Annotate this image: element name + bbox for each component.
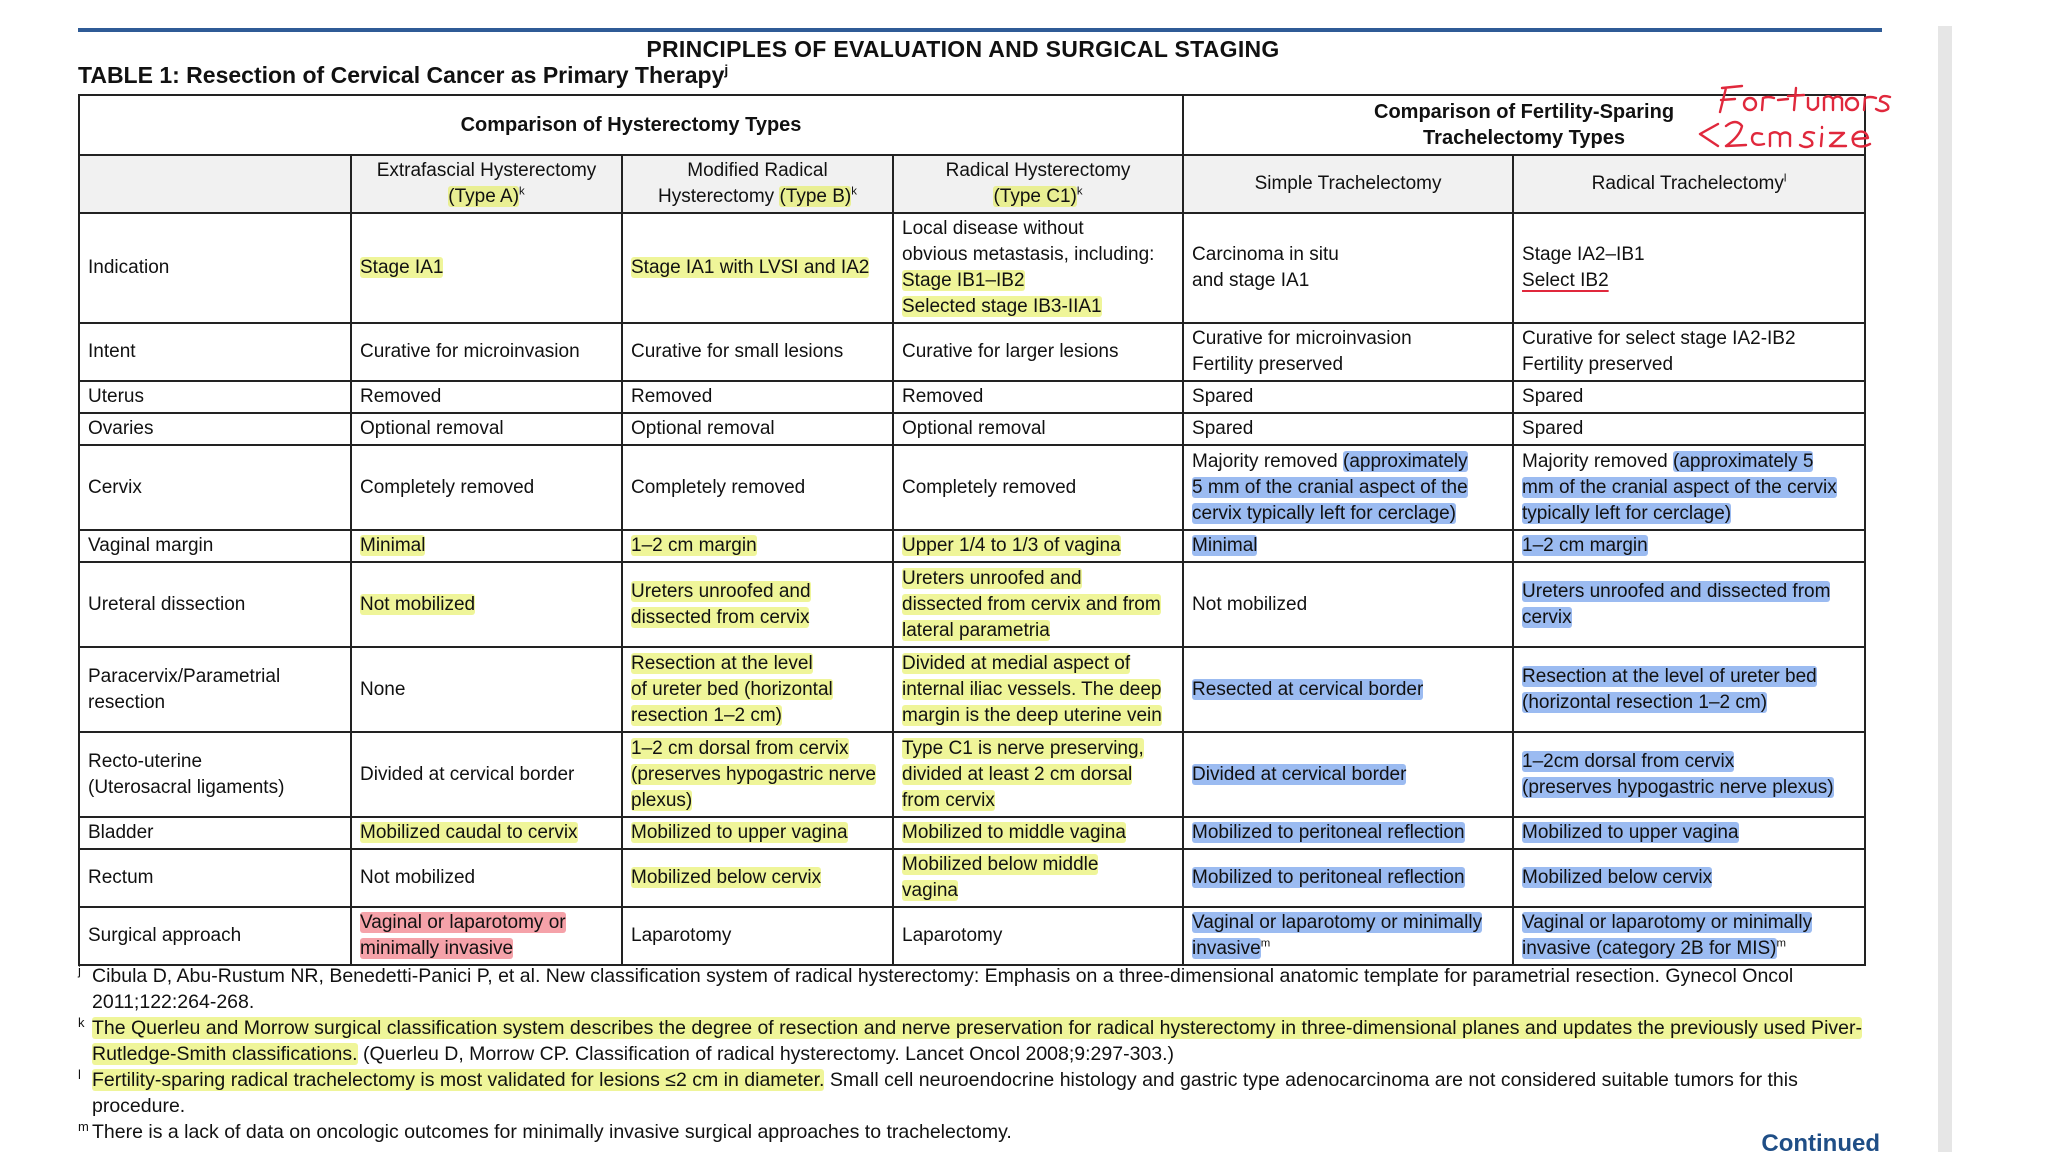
row-label: Uterus	[79, 381, 351, 413]
table-cell: Vaginal or laparotomy or minimally invasive	[351, 907, 622, 965]
table-row	[79, 323, 1865, 381]
table-cell: Vaginal or laparotomy or minimally invasive (category 2B for MIS)$^m$	[1513, 907, 1865, 965]
table-row	[79, 381, 1865, 413]
table-cell: Curative for microinvasion	[351, 323, 622, 381]
table-cell: Stage IA1	[351, 213, 622, 323]
row-label: Ureteral dissection	[79, 562, 351, 647]
footnote-j: j Cibula D, Abu-Rustum NR, Benedetti-Panici P, et al. New classification system of radical hysterectomy: Emphasis on a three-dimensional anatomic template for parametrial resection. Gynecol Oncol 2011;122:264-268.	[78, 963, 1794, 1013]
table-cell: Optional removal	[351, 413, 622, 445]
row-label: Intent	[79, 323, 351, 381]
table-cell: Majority removed (approximately 5 mm of the cranial aspect of the cervix typically left for cerclage)	[1183, 445, 1513, 530]
scrollbar[interactable]	[1938, 26, 1952, 1152]
table-cell: Majority removed (approximately 5 mm of the cranial aspect of the cervix typically left for cerclage)	[1513, 445, 1865, 530]
column-header-radical-trachelectomy: Radical Trachelectomy$^l$	[1513, 155, 1865, 213]
table-row	[79, 445, 1865, 530]
table-cell: Curative for larger lesions	[893, 323, 1183, 381]
table-cell: Removed	[351, 381, 622, 413]
row-label: Ovaries	[79, 413, 351, 445]
table-cell: 1–2 cm margin	[1513, 530, 1865, 562]
group-header-trachelectomy: Comparison of Fertility-Sparing Trachelectomy Types	[1183, 95, 1865, 155]
table-cell: Type C1 is nerve preserving, divided at least 2 cm dorsal from cervix	[893, 732, 1183, 817]
table-row	[79, 562, 1865, 647]
table-cell: Spared	[1513, 413, 1865, 445]
table-cell: Completely removed	[622, 445, 893, 530]
table-cell: Mobilized to peritoneal reflection	[1183, 849, 1513, 907]
row-label: Cervix	[79, 445, 351, 530]
table-cell: Divided at cervical border	[351, 732, 622, 817]
table-cell: Mobilized below middle vagina	[893, 849, 1183, 907]
table-column-header-row	[79, 155, 1865, 213]
table-cell: Vaginal or laparotomy or minimally invasive$^m$	[1183, 907, 1513, 965]
table-cell: Minimal	[1183, 530, 1513, 562]
table-cell: Not mobilized	[1183, 562, 1513, 647]
title-rule	[78, 28, 1882, 32]
table-cell: Resection at the level of ureter bed (horizontal resection 1–2 cm)	[1513, 647, 1865, 732]
table-cell: 1–2 cm margin	[622, 530, 893, 562]
table-cell: Spared	[1183, 381, 1513, 413]
table-row	[79, 849, 1865, 907]
table-cell: Not mobilized	[351, 562, 622, 647]
table-cell: Mobilized below cervix	[622, 849, 893, 907]
column-header-type-b: Modified Radical Hysterectomy (Type B)$^k$	[622, 155, 893, 213]
table-cell: Optional removal	[622, 413, 893, 445]
table-cell: Not mobilized	[351, 849, 622, 907]
column-header-simple-trachelectomy: Simple Trachelectomy	[1183, 155, 1513, 213]
footnote-k: k The Querleu and Morrow surgical classification system describes the degree of resection and nerve preservation for radical hysterectomy in three-dimensional planes and updates the previously used Piver-Rutledge-Smith classifications. (Querleu D, Morrow CP. Classification of radical hysterectomy. Lancet Oncol 2008;9:297-303.)	[78, 1015, 1862, 1065]
table-cell: Mobilized below cervix	[1513, 849, 1865, 907]
table-cell: Mobilized caudal to cervix	[351, 817, 622, 849]
table-row	[79, 732, 1865, 817]
table-cell: Laparotomy	[893, 907, 1183, 965]
table-cell: Completely removed	[351, 445, 622, 530]
table-row	[79, 907, 1865, 965]
table-cell: Removed	[622, 381, 893, 413]
resection-table	[78, 94, 1866, 966]
footnote-l: l Fertility-sparing radical trachelectomy is most validated for lesions ≤2 cm in diameter. Small cell neuroendocrine histology and gastric type adenocarcinoma are not considered suitable tumors for this procedure.	[78, 1067, 1798, 1117]
table-group-header-row	[79, 95, 1865, 155]
table-cell: Divided at cervical border	[1183, 732, 1513, 817]
table-cell: Resected at cervical border	[1183, 647, 1513, 732]
table-title: TABLE 1: Resection of Cervical Cancer as Primary Therapy$^j$	[78, 62, 729, 88]
row-label: Bladder	[79, 817, 351, 849]
table-cell: Curative for microinvasion Fertility preserved	[1183, 323, 1513, 381]
row-label: Indication	[79, 213, 351, 323]
group-header-hysterectomy: Comparison of Hysterectomy Types	[79, 95, 1183, 155]
table-cell: Spared	[1513, 381, 1865, 413]
column-header-type-a: Extrafascial Hysterectomy (Type A)$^k$	[351, 155, 622, 213]
table-cell: Completely removed	[893, 445, 1183, 530]
table-cell: 1–2 cm dorsal from cervix (preserves hypogastric nerve plexus)	[622, 732, 893, 817]
table-cell: 1–2cm dorsal from cervix (preserves hypogastric nerve plexus)	[1513, 732, 1865, 817]
table-cell: Carcinoma in situ and stage IA1	[1183, 213, 1513, 323]
table-cell: Mobilized to upper vagina	[1513, 817, 1865, 849]
row-label: Paracervix/Parametrial resection	[79, 647, 351, 732]
row-label: Surgical approach	[79, 907, 351, 965]
row-label: Rectum	[79, 849, 351, 907]
table-cell: Stage IA1 with LVSI and IA2	[622, 213, 893, 323]
table-row	[79, 530, 1865, 562]
footnote-m: m There is a lack of data on oncologic outcomes for minimally invasive surgical approaches to trachelectomy.	[78, 1119, 1012, 1143]
column-header-type-c1: Radical Hysterectomy (Type C1)$^k$	[893, 155, 1183, 213]
row-label: Vaginal margin	[79, 530, 351, 562]
table-row	[79, 413, 1865, 445]
table-cell: Divided at medial aspect of internal iliac vessels. The deep margin is the deep uterine vein	[893, 647, 1183, 732]
table-cell: Mobilized to peritoneal reflection	[1183, 817, 1513, 849]
table-row	[79, 647, 1865, 732]
row-label: Recto-uterine (Uterosacral ligaments)	[79, 732, 351, 817]
table-cell: Optional removal	[893, 413, 1183, 445]
table-cell: Ureters unroofed and dissected from cervix and from lateral parametria	[893, 562, 1183, 647]
table-cell: Resection at the level of ureter bed (horizontal resection 1–2 cm)	[622, 647, 893, 732]
page-title: PRINCIPLES OF EVALUATION AND SURGICAL STAGING	[646, 36, 1280, 62]
table-cell: Upper 1/4 to 1/3 of vagina	[893, 530, 1183, 562]
table-cell: Mobilized to middle vagina	[893, 817, 1183, 849]
table-cell: Laparotomy	[622, 907, 893, 965]
table-cell: Stage IA2–IB1 Select IB2	[1513, 213, 1865, 323]
table-cell: Curative for small lesions	[622, 323, 893, 381]
table-cell: Local disease without obvious metastasis, including: Stage IB1–IB2 Selected stage IB3-IIA1	[893, 213, 1183, 323]
footnote-ref[interactable]: j	[724, 62, 729, 78]
table-cell: Spared	[1183, 413, 1513, 445]
table-cell: None	[351, 647, 622, 732]
table-cell: Minimal	[351, 530, 622, 562]
header-corner	[79, 155, 351, 213]
footnotes	[78, 963, 1878, 1145]
table-cell: Curative for select stage IA2-IB2 Fertility preserved	[1513, 323, 1865, 381]
continued-link[interactable]: Continued	[1761, 1130, 1880, 1157]
table-cell: Mobilized to upper vagina	[622, 817, 893, 849]
table-row	[79, 213, 1865, 323]
table-cell: Ureters unroofed and dissected from cervix	[622, 562, 893, 647]
table-row	[79, 817, 1865, 849]
table-cell: Removed	[893, 381, 1183, 413]
table-cell: Ureters unroofed and dissected from cervix	[1513, 562, 1865, 647]
handwritten-annotation	[1690, 76, 1930, 156]
